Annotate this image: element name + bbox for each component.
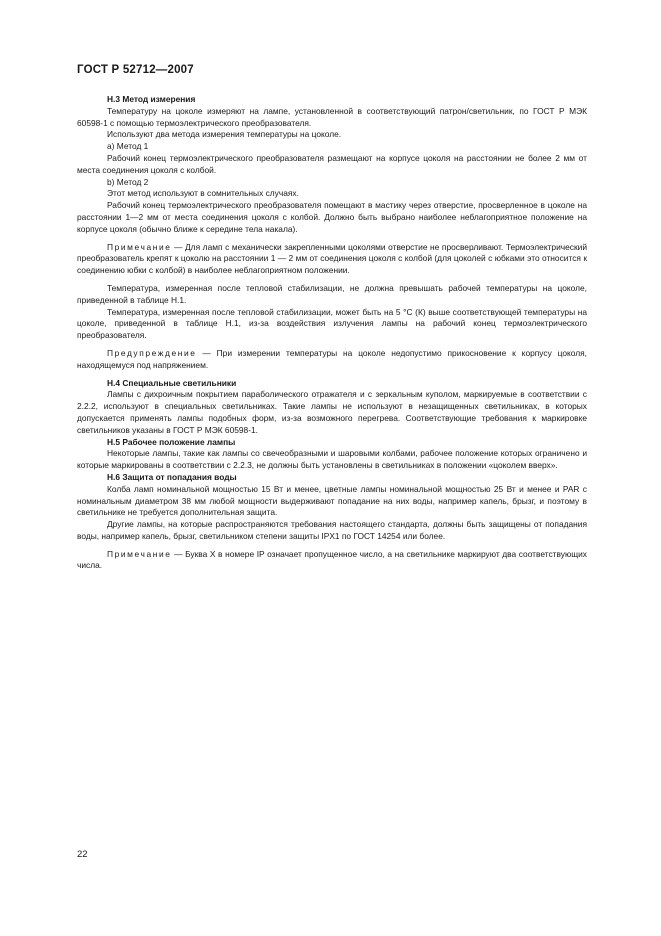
note-label: Примечание xyxy=(107,548,172,559)
paragraph: Используют два метода измерения температуры на цоколе. xyxy=(107,129,342,140)
paragraph: Некоторые лампы, такие как лампы со свечеобразными и шаровыми колбами, рабочее положение которых ограничено и которые маркированы в соответствии с 2.2.3, не должны быть установлены в светильниках в положении «цоколем вверх». xyxy=(77,448,587,471)
paragraph: Рабочий конец термоэлектрического преобразователя помещают в мастику через отверстие, просверленное в цоколе на расстоянии 1—2 мм от места соединения цоколя с колбой. Должно быть выбрано наиболее неблагоприятное положение на корпусе цоколя (обычно ближе к середине тела накала). xyxy=(77,200,587,234)
paragraph: Колба ламп номинальной мощностью 15 Вт и менее, цветные лампы номинальной мощностью 25 Вт и менее и PAR с номинальным диаметром 38 мм любой мощности выдерживают попадание на них воды, например капель, брызг, и поэтому в светильнике не требуется дополнительная защита. xyxy=(77,483,587,518)
paragraph: Другие лампы, на которые распространяются требования настоящего стандарта, должны быть защищены от попадания воды, например капель, брызг, светильником степени защиты IPX1 по ГОСТ 14254 или более. xyxy=(77,519,587,541)
method-label: a) Метод 1 xyxy=(107,141,149,152)
warning xyxy=(77,348,587,372)
section-heading-h3: Н.3 Метод измерения xyxy=(107,94,196,104)
document-body xyxy=(77,94,587,572)
note xyxy=(77,242,587,277)
note-text: — Буква X в номере IP означает пропущенное число, а на светильнике маркируют два соответствующих числа. xyxy=(77,548,587,571)
note xyxy=(77,549,587,573)
note-text: — Для ламп с механически закрепленными цоколями отверстие не просверливают. Термоэлектрический преобразователь крепят к цоколю на расстоянии 1 — 2 мм от соединения цоколя с колбой (для цоколей с юбками это относится к соединению юбки с колбой) в наиболее неблагоприятном положении. xyxy=(77,241,587,276)
warning-text: — При измерении температуры на цоколе недопустимо прикосновение к корпусу цоколя, находящемуся под напряжением. xyxy=(77,347,587,370)
page-number: 22 xyxy=(77,849,88,860)
section-heading-h4: Н.4 Специальные светильники xyxy=(107,377,237,388)
paragraph: Температура, измеренная после тепловой стабилизации, может быть на 5 °С (К) выше соответствующей температуры на цоколе, приведенной в таблице Н.1, из-за воздействия излучения лампы на рабочий конец термоэлектрического преобразователя. xyxy=(77,306,587,341)
paragraph: Температуру на цоколе измеряют на лампе, установленной в соответствующий патрон/светильник, по ГОСТ Р МЭК 60598-1 с помощью термоэлектрического преобразователя. xyxy=(77,105,587,128)
paragraph: Лампы с дихроичным покрытием параболического отражателя и с зеркальным куполом, маркируемые в соответствии с 2.2.2, используют в специальных светильниках. Такие лампы не используют в незащищенных светильниках, в которых допускается применять лампы подобных форм, из-за возможного перегрева. Соответствующие требования к маркировке светильников указаны в ГОСТ Р МЭК 60598-1. xyxy=(77,389,587,435)
page-header: ГОСТ Р 52712—2007 xyxy=(77,64,194,76)
paragraph: Этот метод используют в сомнительных случаях. xyxy=(107,188,299,199)
warning-label: Предупреждение xyxy=(107,347,197,358)
paragraph: Температура, измеренная после тепловой стабилизации, не должна превышать рабочей температуры на цоколе, приведенной в таблице Н.1. xyxy=(77,282,587,305)
method-label: b) Метод 2 xyxy=(107,176,149,187)
note-label: Примечание xyxy=(107,241,172,252)
section-heading-h6: Н.6 Защита от попадания воды xyxy=(107,471,237,482)
section-heading-h5: Н.5 Рабочее положение лампы xyxy=(107,436,236,447)
paragraph: Рабочий конец термоэлектрического преобразователя размещают на корпусе цоколя на расстоянии не более 2 мм от места соединения цоколя с колбой. xyxy=(77,152,587,175)
